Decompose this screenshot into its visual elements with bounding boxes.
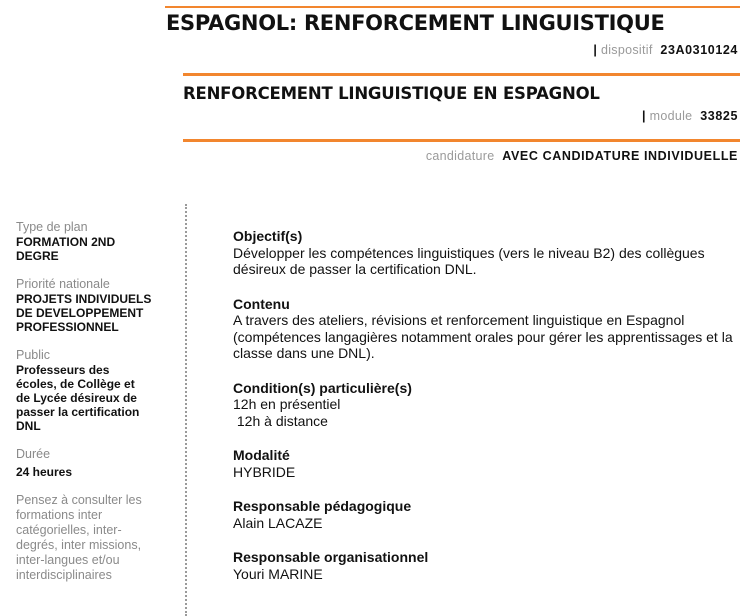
type-plan-value: FORMATION 2ND DEGRE	[16, 235, 116, 263]
resp-peda-section	[233, 498, 738, 531]
dispositif-value: 23A0310124	[660, 43, 738, 57]
resp-peda-text: Alain LACAZE	[233, 514, 323, 531]
objectif-text: Développer les compétences linguistiques (vers le niveau B2) des collègues désireux de passer la certification DNL.	[233, 244, 709, 277]
dispositif-meta	[593, 43, 738, 57]
separator: |	[593, 43, 598, 57]
priorite-block	[16, 277, 166, 334]
top-divider	[165, 6, 740, 8]
conditions-title: Condition(s) particulière(s)	[233, 379, 412, 396]
page-title: ESPAGNOL: RENFORCEMENT LINGUISTIQUE	[166, 11, 665, 35]
candidature-meta	[426, 149, 738, 163]
public-label: Public	[16, 348, 51, 362]
type-plan-block	[16, 220, 166, 263]
sidebar	[16, 220, 166, 583]
modalite-title: Modalité	[233, 447, 290, 463]
objectif-section	[233, 228, 738, 278]
priorite-value: PROJETS INDIVIDUELS DE DEVELOPPEMENT PROFESSIONNEL	[16, 292, 152, 334]
module-title: RENFORCEMENT LINGUISTIQUE EN ESPAGNOL	[183, 84, 600, 103]
priorite-label: Priorité nationale	[16, 277, 110, 291]
contenu-title: Contenu	[233, 295, 290, 312]
duree-label: Durée	[16, 447, 51, 461]
objectif-title: Objectif(s)	[233, 228, 303, 244]
candidature-divider	[183, 139, 740, 142]
column-divider	[185, 204, 187, 616]
resp-orga-section	[233, 549, 738, 582]
dispositif-label: dispositif	[600, 43, 653, 57]
modalite-text: HYBRIDE	[233, 463, 296, 480]
candidature-value: AVEC CANDIDATURE INDIVIDUELLE	[502, 149, 738, 163]
candidature-label: candidature	[425, 149, 495, 163]
module-divider	[183, 73, 740, 76]
duree-block	[16, 447, 166, 479]
modalite-section	[233, 447, 738, 480]
main-content	[233, 228, 738, 600]
public-value: Professeurs des écoles, de Collège et de Lycée désireux de passer la certification DNL	[16, 363, 140, 433]
conditions-line-1: 12h en présentiel	[233, 396, 341, 412]
separator: |	[642, 109, 646, 123]
resp-peda-title: Responsable pédagogique	[233, 498, 412, 514]
resp-orga-text: Youri MARINE	[233, 565, 323, 582]
module-label: module	[649, 109, 693, 123]
consult-note: Pensez à consulter les formations inter catégorielles, inter-degrés, inter missions, inter-langues et/ou interdisciplinaires	[16, 493, 142, 582]
public-block	[16, 348, 166, 433]
duree-value: 24 heures	[16, 465, 73, 479]
type-plan-label: Type de plan	[16, 220, 88, 234]
conditions-line-2: 12h à distance	[233, 412, 328, 429]
module-meta	[642, 109, 738, 123]
contenu-section	[233, 296, 738, 362]
resp-orga-title: Responsable organisationnel	[233, 549, 429, 565]
module-value: 33825	[700, 109, 738, 123]
conditions-section	[233, 380, 738, 430]
contenu-text: A travers des ateliers, révisions et renforcement linguistique en Espagnol (compétences langagières notamment orales pour gérer les apprentissages et la classe dans une DNL).	[233, 312, 737, 361]
